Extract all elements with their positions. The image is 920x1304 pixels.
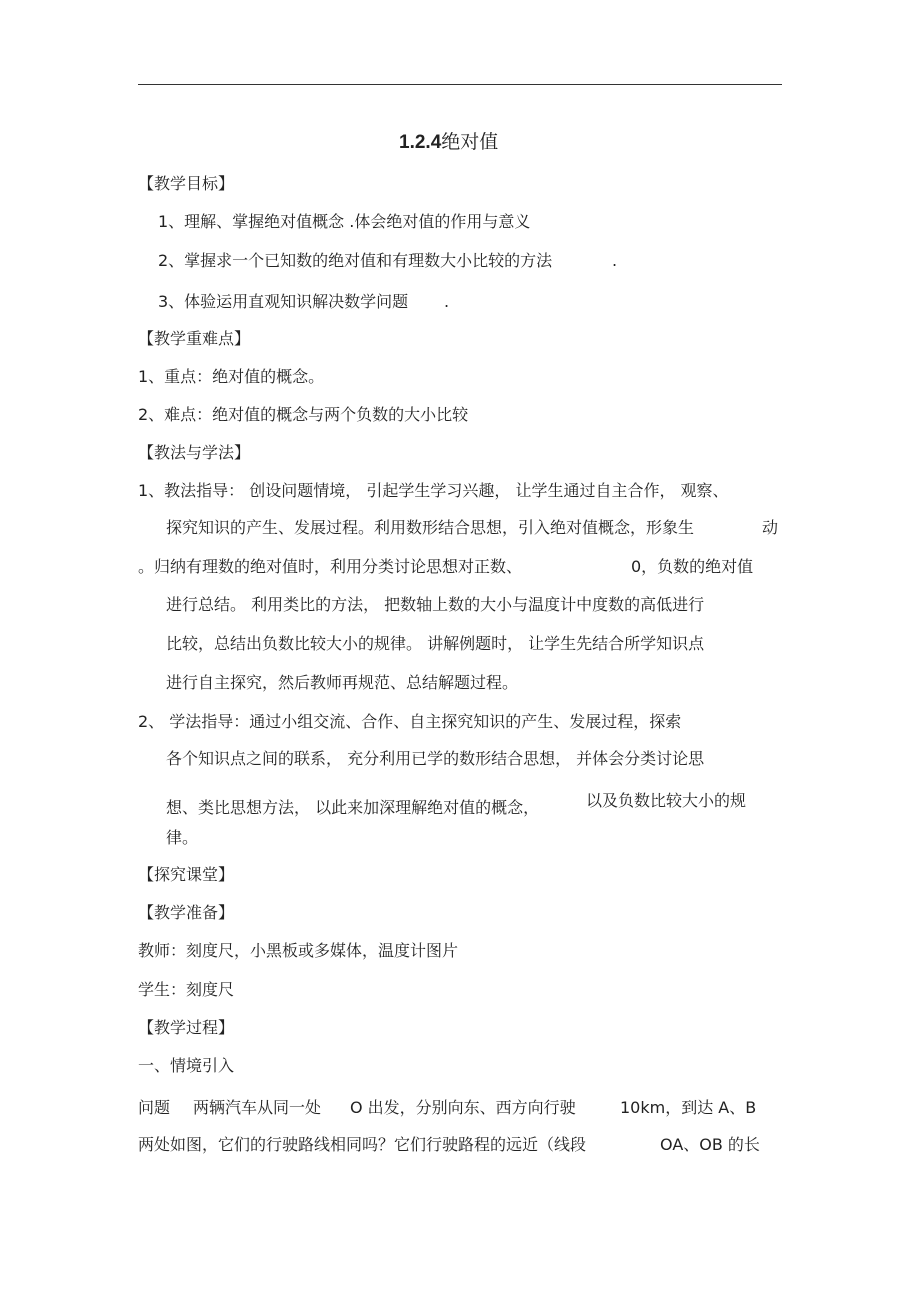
learning-method-fragment: 以及负数比较大小的规 — [586, 791, 747, 810]
objectives-heading: 【教学目标】 — [138, 174, 235, 193]
title-text: 绝对值 — [441, 131, 499, 153]
objective-trail-dot: . — [612, 251, 618, 270]
teaching-method-line: 进行自主探究，然后教师再规范、总结解题过程。 — [166, 673, 519, 692]
learning-method-line: 想、类比思想方法， 以此来加深理解绝对值的概念， — [166, 798, 540, 817]
teacher-materials: 教师：刻度尺，小黑板或多媒体，温度计图片 — [138, 941, 459, 960]
objective-item: 2、掌握求一个已知数的绝对值和有理数大小比较的方法 — [158, 251, 553, 270]
question-text: 两辆汽车从同一处 — [193, 1098, 322, 1117]
student-materials: 学生：刻度尺 — [138, 980, 235, 999]
page-title — [399, 130, 498, 155]
preparation-heading: 【教学准备】 — [138, 903, 235, 922]
section-heading: 一、情境引入 — [138, 1056, 235, 1075]
objective-item: 1、理解、掌握绝对值概念 .体会绝对值的作用与意义 — [158, 212, 531, 231]
learning-method-line: 2、 学法指导：通过小组交流、合作、自主探究知识的产生、发展过程，探索 — [138, 712, 682, 731]
teaching-method-line: 1、教法指导： 创设问题情境， 引起学生学习兴趣， 让学生通过自主合作， 观察、 — [138, 481, 729, 500]
question-text: 10km，到达 A、B — [620, 1098, 757, 1117]
section-number: 1.2.4 — [399, 132, 442, 153]
methods-heading: 【教法与学法】 — [138, 443, 251, 462]
teaching-method-line: 比较，总结出负数比较大小的规律。 讲解例题时， 让学生先结合所学知识点 — [166, 634, 705, 653]
question-text: O 出发，分别向东、西方向行驶 — [350, 1098, 576, 1117]
key-point-item: 2、难点：绝对值的概念与两个负数的大小比较 — [138, 405, 469, 424]
teaching-method-line: 。归纳有理数的绝对值时，利用分类讨论思想对正数、 — [138, 557, 523, 576]
learning-method-line: 律。 — [166, 828, 199, 847]
question-text: OA、OB 的长 — [660, 1135, 760, 1154]
key-points-heading: 【教学重难点】 — [138, 329, 251, 348]
objective-trail-dot: . — [444, 292, 450, 311]
question-label: 问题 — [138, 1098, 171, 1117]
teaching-method-line: 进行总结。 利用类比的方法， 把数轴上数的大小与温度计中度数的高低进行 — [166, 595, 705, 614]
learning-method-line: 各个知识点之间的联系， 充分利用已学的数形结合思想， 并体会分类讨论思 — [166, 749, 705, 768]
explore-heading: 【探究课堂】 — [138, 865, 235, 884]
process-heading: 【教学过程】 — [138, 1018, 235, 1037]
objective-item: 3、体验运用直观知识解决数学问题 — [158, 292, 409, 311]
header-rule — [138, 84, 782, 85]
question-text: 两处如图，它们的行驶路线相同吗？它们行驶路程的远近（线段 — [138, 1135, 587, 1154]
teaching-method-fragment: 动 — [762, 518, 779, 537]
key-point-item: 1、重点：绝对值的概念。 — [138, 367, 325, 386]
teaching-method-fragment: 0，负数的绝对值 — [631, 557, 754, 576]
teaching-method-line: 探究知识的产生、发展过程。利用数形结合思想，引入绝对值概念，形象生 — [166, 518, 695, 537]
